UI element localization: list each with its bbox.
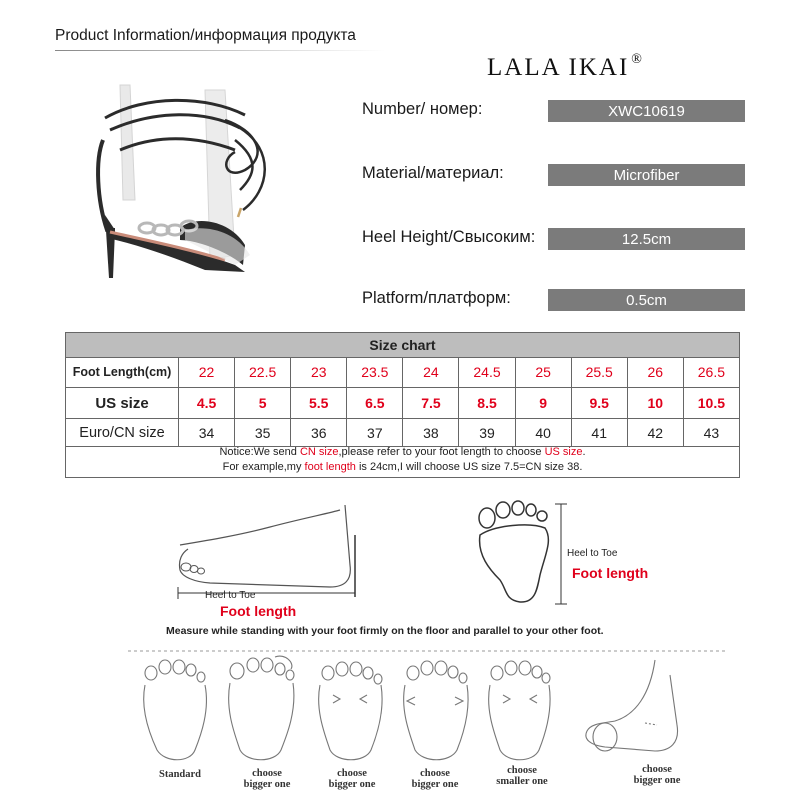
- notice-highlight: foot length: [304, 461, 356, 473]
- caption-line: choose: [337, 768, 367, 779]
- table-cell: 43: [683, 419, 739, 446]
- brand-name: LALA IKAI: [487, 54, 630, 81]
- foot-wide: [229, 656, 294, 760]
- notice-text: .: [582, 446, 586, 458]
- side-foot-diagram: [170, 505, 370, 605]
- table-cell: 35: [234, 419, 290, 446]
- caption-line: choose: [420, 768, 450, 779]
- caption-line: bigger one: [411, 779, 459, 790]
- table-row-foot-length: [66, 357, 739, 388]
- platform-value: 0.5cm: [548, 289, 745, 311]
- foot-thick: [404, 661, 468, 760]
- table-cell: 41: [571, 419, 627, 446]
- table-cell: 25.5: [571, 357, 627, 387]
- notice-text: Notice:We send: [219, 446, 300, 458]
- table-cell: 38: [402, 419, 458, 446]
- table-cell: 39: [458, 419, 514, 446]
- table-cell: 26.5: [683, 357, 739, 387]
- table-cell: 37: [346, 419, 402, 446]
- foot-length-label: Foot length: [572, 565, 649, 581]
- heel-to-toe-label: Heel to Toe: [567, 548, 618, 559]
- foot-standard: [144, 660, 207, 760]
- heel-height-label: Heel Height/Свысоким:: [362, 228, 536, 246]
- foot-shapes-row: [135, 655, 715, 767]
- table-cell: 10.5: [683, 388, 739, 418]
- notice-text: ,please refer to your foot length to choose: [338, 446, 545, 458]
- notice-text: is 24cm,I will choose US size 7.5=CN size 38.: [355, 461, 583, 473]
- table-cell: 36: [290, 419, 346, 446]
- caption-bigger-3: [400, 768, 470, 790]
- caption-line: choose: [642, 764, 672, 775]
- caption-line: choose: [252, 768, 282, 779]
- notice-line-1: [66, 445, 739, 460]
- notice-line-2: [66, 460, 739, 475]
- caption-line: Standard: [158, 769, 201, 780]
- table-cell: 24: [402, 357, 458, 387]
- table-cell: 8.5: [458, 388, 514, 418]
- table-cell: 7.5: [402, 388, 458, 418]
- number-label: Number/ номер:: [362, 100, 483, 118]
- title-underline: [55, 50, 385, 51]
- table-cell: 34: [178, 419, 234, 446]
- table-cell: 23: [290, 357, 346, 387]
- row-label: US size: [95, 394, 149, 412]
- caption-smaller: [487, 765, 557, 787]
- table-cell: 9.5: [571, 388, 627, 418]
- table-cell: 9: [515, 388, 571, 418]
- caption-line: bigger one: [328, 779, 376, 790]
- caption-standard: [145, 769, 215, 780]
- table-row-euro-cn-size: [66, 419, 739, 447]
- page-title: Product Information/информация продукта: [55, 27, 356, 44]
- platform-label: Platform/платформ:: [362, 289, 511, 307]
- caption-bigger-2: [317, 768, 387, 790]
- dashed-divider: [128, 648, 728, 654]
- foot-length-label: Foot length: [220, 603, 297, 619]
- size-chart-title: Size chart: [66, 333, 739, 358]
- caption-line: bigger one: [633, 775, 681, 786]
- row-label: Euro/CN size: [79, 424, 165, 441]
- table-cell: 40: [515, 419, 571, 446]
- table-cell: 22: [178, 357, 234, 387]
- caption-bigger-1: [232, 768, 302, 790]
- foot-narrow: [489, 661, 550, 760]
- registered-mark: ®: [631, 52, 642, 67]
- size-notice: [66, 445, 739, 475]
- foot-side-instep: [586, 660, 678, 751]
- table-cell: 42: [627, 419, 683, 446]
- number-value: XWC10619: [548, 100, 745, 122]
- caption-line: smaller one: [496, 776, 548, 787]
- heel-to-toe-label: Heel to Toe: [205, 590, 256, 601]
- size-chart-table: [65, 332, 740, 478]
- measure-instruction: Measure while standing with your foot firmly on the floor and parallel to your other foot.: [166, 625, 604, 637]
- row-label: Foot Length(cm): [72, 365, 172, 379]
- table-cell: 26: [627, 357, 683, 387]
- caption-line: bigger one: [243, 779, 291, 790]
- table-cell: 24.5: [458, 357, 514, 387]
- material-value: Microfiber: [548, 164, 745, 186]
- notice-highlight: US size: [544, 446, 583, 458]
- table-cell: 22.5: [234, 357, 290, 387]
- table-cell: 5: [234, 388, 290, 418]
- table-cell: 25: [515, 357, 571, 387]
- table-cell: 4.5: [178, 388, 234, 418]
- table-cell: 23.5: [346, 357, 402, 387]
- table-cell: 6.5: [346, 388, 402, 418]
- table-cell: 10: [627, 388, 683, 418]
- heel-height-value: 12.5cm: [548, 228, 745, 250]
- sandal-product-image: [85, 80, 355, 290]
- notice-text: For example,my: [222, 461, 305, 473]
- foot-high-arch: [319, 662, 382, 760]
- caption-bigger-4: [622, 764, 692, 786]
- notice-highlight: CN size: [299, 446, 339, 458]
- caption-line: choose: [507, 765, 537, 776]
- material-label: Material/материал:: [362, 164, 504, 182]
- table-row-us-size: [66, 388, 739, 419]
- brand-logo: [487, 52, 642, 82]
- table-cell: 5.5: [290, 388, 346, 418]
